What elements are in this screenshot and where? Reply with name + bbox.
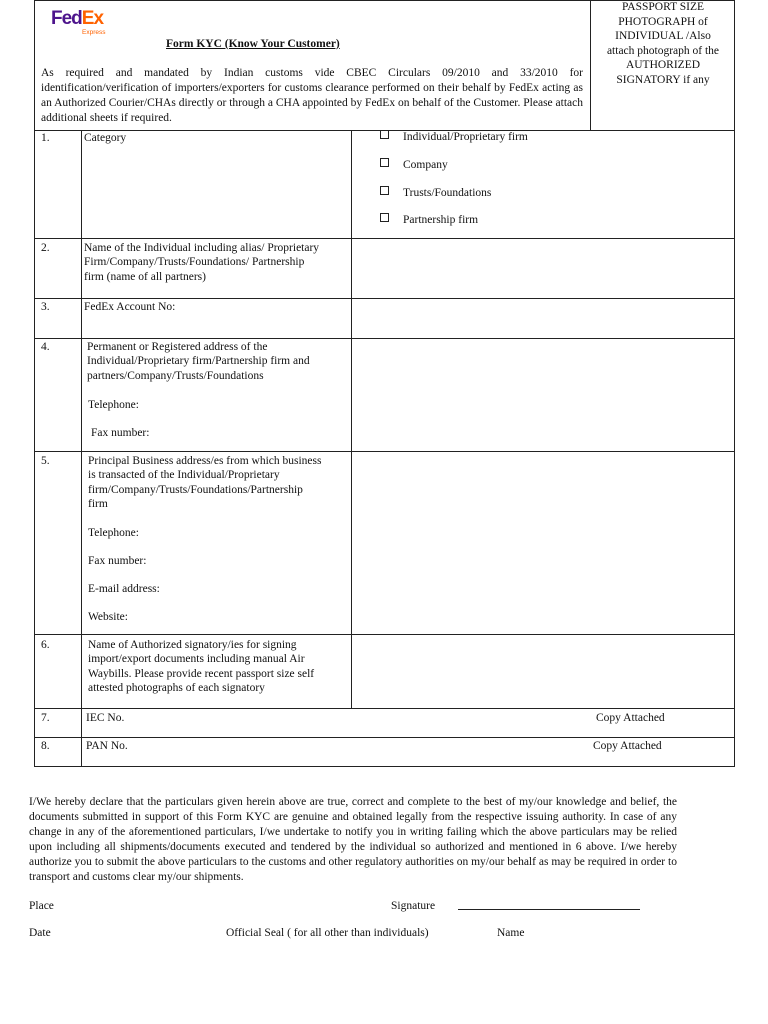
intro-paragraph: As required and mandated by Indian customs vide CBEC Circulars 09/2010 and 33/2010 for identification/verification of importers/exporters for customs clearance performed on their behalf by FedEx acting as an Authorized Courier/CHAs directly or through a CHA appointed by FedEx on behalf of the Customer. Please attach additional sheets if required. [41, 67, 583, 124]
signature-label: Signature [391, 900, 436, 912]
row-5-line: Principal Business address/es from which business [88, 455, 322, 467]
declaration-paragraph: I/We hereby declare that the particulars given herein above are true, correct and complete to the best of my/our knowledge and belief, the documents submitted in support of this Form KYC are genuine and obtained legally from the respective issuing authority. In case of any change in any of the aforementioned particulars, I/we undertake to notify you in writing failing which the above particulars may be relied upon including all shipments/documents executed and tendered by the individual so authorized and mentioned in 6 above. I/we hereby authorize you to submit the above particulars to the customs and other regulatory authorities on my/our behalf as may be required in order to transport and customs clear my/our shipments. [29, 796, 677, 883]
row-line-2 [34, 238, 735, 239]
place-label: Place [29, 900, 54, 912]
row-8-number: 8. [41, 740, 50, 752]
fedex-logo-express: Express [82, 29, 106, 36]
row-4-line: partners/Company/Trusts/Foundations [87, 369, 264, 382]
row-2-line: Firm/Company/Trusts/Foundations/ Partnership [84, 256, 305, 269]
name-label: Name [497, 927, 525, 939]
option-label: Individual/Proprietary firm [403, 131, 528, 143]
row-5-email-label: E-mail address: [88, 583, 160, 595]
row-8-label: PAN No. [86, 740, 128, 752]
photo-text-1: PASSPORT SIZE [621, 1, 705, 13]
photo-text-3: INDIVIDUAL /Also [615, 30, 711, 43]
row-line-4 [34, 338, 735, 339]
checkbox-icon[interactable] [380, 130, 389, 139]
row-7-number: 7. [41, 712, 50, 724]
row-7-copy-attached: Copy Attached [596, 712, 665, 724]
row-line-3 [34, 298, 735, 299]
row-4-line: Permanent or Registered address of the [87, 341, 268, 353]
photo-placeholder [591, 0, 735, 88]
row-2-line: Name of the Individual including alias/ Proprietary [84, 242, 320, 254]
row-2-number: 2. [41, 242, 50, 254]
checkbox-icon[interactable] [380, 186, 389, 195]
row-7-label: IEC No. [86, 712, 125, 724]
row-5-line: firm/Company/Trusts/Foundations/Partnership [88, 483, 303, 496]
row-5-website-label: Website: [88, 611, 128, 623]
row-line-7 [34, 708, 735, 709]
category-option-partnership[interactable] [380, 213, 478, 227]
row-4-telephone-label: Telephone: [88, 399, 139, 411]
row-4-fax-label: Fax number: [91, 427, 150, 439]
form-right-border [734, 0, 735, 767]
option-label: Trusts/Foundations [403, 187, 492, 199]
row-6-line: Waybills. Please provide recent passport size self [88, 667, 315, 680]
row-5-telephone-label: Telephone: [88, 527, 139, 539]
category-option-individual[interactable] [380, 130, 528, 144]
signature-line[interactable] [458, 909, 640, 910]
row-5-fax-label: Fax number: [88, 555, 147, 567]
row-6-number: 6. [41, 639, 50, 651]
checkbox-icon[interactable] [380, 158, 389, 167]
checkbox-icon[interactable] [380, 213, 389, 222]
row-5-line: firm [88, 497, 108, 510]
photo-text-6: SIGNATORY if any [616, 73, 710, 86]
category-option-company[interactable] [380, 158, 448, 172]
row-4-number: 4. [41, 341, 50, 353]
fedex-logo: FedEx [51, 8, 104, 29]
row-6-label [88, 638, 314, 695]
date-label: Date [29, 927, 51, 939]
row-2-line: firm (name of all partners) [84, 270, 206, 283]
form-left-border [34, 0, 35, 767]
row-5-line: is transacted of the Individual/Proprietary [88, 469, 280, 482]
row-3-label: FedEx Account No: [84, 301, 176, 313]
official-seal-label: Official Seal ( for all other than individuals) [226, 927, 429, 939]
row-line-9 [34, 766, 735, 767]
photo-text-5: AUTHORIZED [625, 59, 701, 72]
category-option-trusts[interactable] [380, 186, 491, 200]
row-1-number: 1. [41, 132, 50, 144]
row-2-label [84, 241, 319, 284]
row-6-line: attested photographs of each signatory [88, 681, 265, 694]
option-label: Partnership firm [403, 214, 479, 226]
option-label: Company [403, 159, 448, 171]
row-6-line: import/export documents including manual Air [88, 653, 305, 666]
photo-text-4: attach photograph of the [606, 44, 720, 57]
row-line-8 [34, 737, 735, 738]
row-line-5 [34, 451, 735, 452]
photo-text-2: PHOTOGRAPH of [618, 15, 708, 28]
col-line-number [81, 130, 82, 767]
row-6-line: Name of Authorized signatory/ies for signing [88, 639, 297, 651]
row-5-number: 5. [41, 455, 50, 467]
col-line-value [351, 130, 352, 709]
row-3-number: 3. [41, 301, 50, 313]
row-1-label: Category [84, 132, 127, 144]
row-line-6 [34, 634, 735, 635]
row-5-label [88, 454, 322, 511]
form-title: Form KYC (Know Your Customer) [166, 38, 340, 50]
row-4-label [87, 340, 310, 383]
row-8-copy-attached: Copy Attached [593, 740, 662, 752]
row-4-line: Individual/Proprietary firm/Partnership firm and [87, 355, 310, 368]
